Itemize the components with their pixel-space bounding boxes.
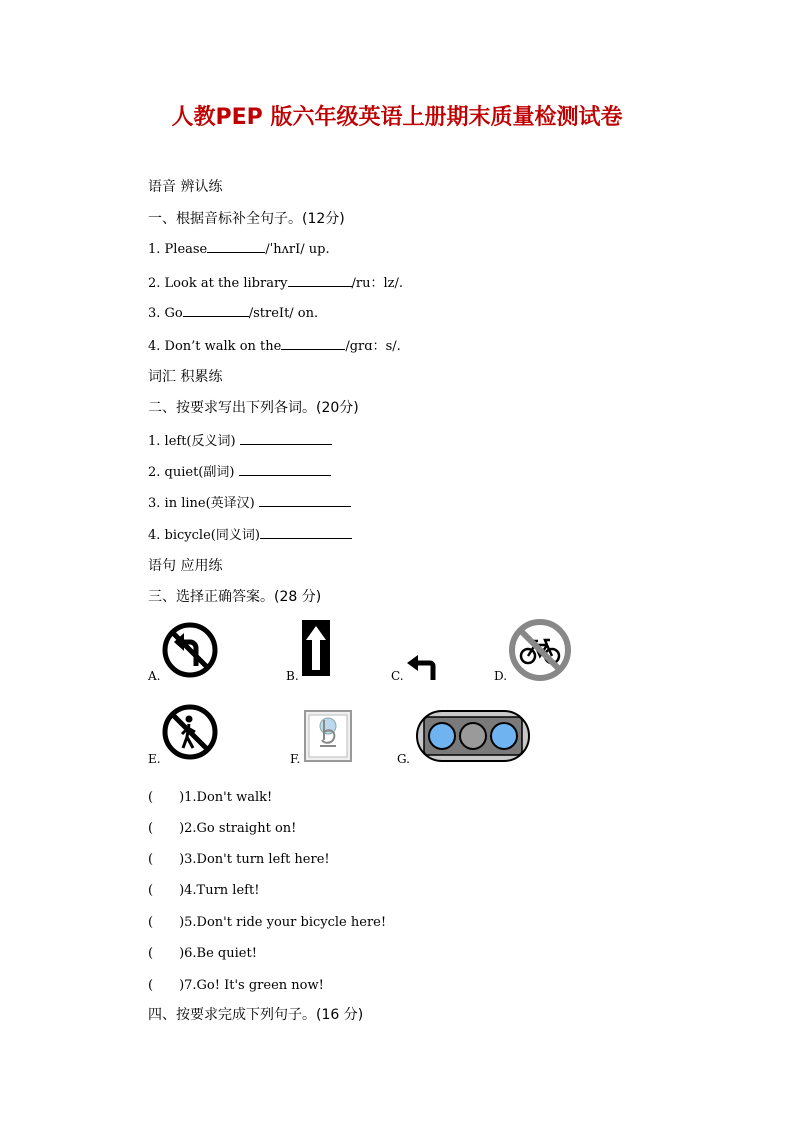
part2-item-4: 4. bicycle(同义词) (148, 524, 352, 543)
option-label-d: D. (494, 669, 508, 683)
option-label-f: F. (290, 752, 301, 766)
quiet-sign-icon (304, 710, 352, 762)
part2-heading: 二、按要求写出下列各词。(20分) (148, 400, 359, 416)
part2-item-1: 1. left(反义词) (148, 430, 332, 449)
turn-left-arrow-icon (405, 654, 439, 680)
answer-blank[interactable] (260, 526, 352, 539)
part3-item-5: ( )5.Don't ride your bicycle here! (148, 915, 387, 930)
traffic-light-icon (416, 710, 530, 762)
option-label-b: B. (286, 669, 299, 683)
answer-blank[interactable] (259, 494, 351, 507)
part4-heading: 四、按要求完成下列句子。(16 分) (148, 1007, 364, 1023)
no-pedestrian-sign-icon (162, 704, 218, 760)
part1-item-3: 3. Go /streIt/ on. (148, 306, 319, 321)
part1-item-2: 2. Look at the library /ru：lz/. (148, 276, 404, 291)
answer-blank[interactable] (240, 432, 332, 445)
option-label-c: C. (391, 669, 404, 683)
straight-ahead-arrow-icon (302, 620, 330, 676)
part2-item-3: 3. in line(英译汉) (148, 492, 351, 511)
part3-item-4: ( )4.Turn left! (148, 883, 260, 898)
answer-blank[interactable] (288, 274, 352, 287)
no-bicycle-sign-icon (508, 618, 572, 682)
no-left-turn-sign-icon (162, 622, 218, 678)
part3-item-7: ( )7.Go! It's green now! (148, 978, 324, 993)
part2-item-2: 2. quiet(副词) (148, 461, 331, 480)
answer-blank[interactable] (239, 463, 331, 476)
answer-blank[interactable] (183, 304, 249, 317)
section-sentence: 语句 应用练 (148, 558, 223, 574)
part3-item-1: ( )1.Don't walk! (148, 790, 273, 805)
part3-item-2: ( )2.Go straight on! (148, 821, 297, 836)
section-phonics: 语音 辨认练 (148, 179, 223, 195)
part1-item-4: 4. Don’t walk on the /grɑ：s/. (148, 339, 401, 354)
option-label-e: E. (148, 752, 161, 766)
part1-item-1: 1. Please /ˈhʌrI/ up. (148, 242, 330, 257)
page-title: 人教PEP 版六年级英语上册期末质量检测试卷 (171, 105, 623, 130)
option-label-a: A. (148, 669, 161, 683)
answer-blank[interactable] (281, 337, 345, 350)
part3-heading: 三、选择正确答案。(28 分) (148, 589, 322, 605)
option-label-g: G. (397, 752, 410, 766)
part1-heading: 一、根据音标补全句子。(12分) (148, 211, 345, 227)
part3-item-3: ( )3.Don't turn left here! (148, 852, 330, 867)
answer-blank[interactable] (207, 240, 265, 253)
part3-item-6: ( )6.Be quiet! (148, 946, 257, 961)
section-vocab: 词汇 积累练 (148, 369, 223, 385)
